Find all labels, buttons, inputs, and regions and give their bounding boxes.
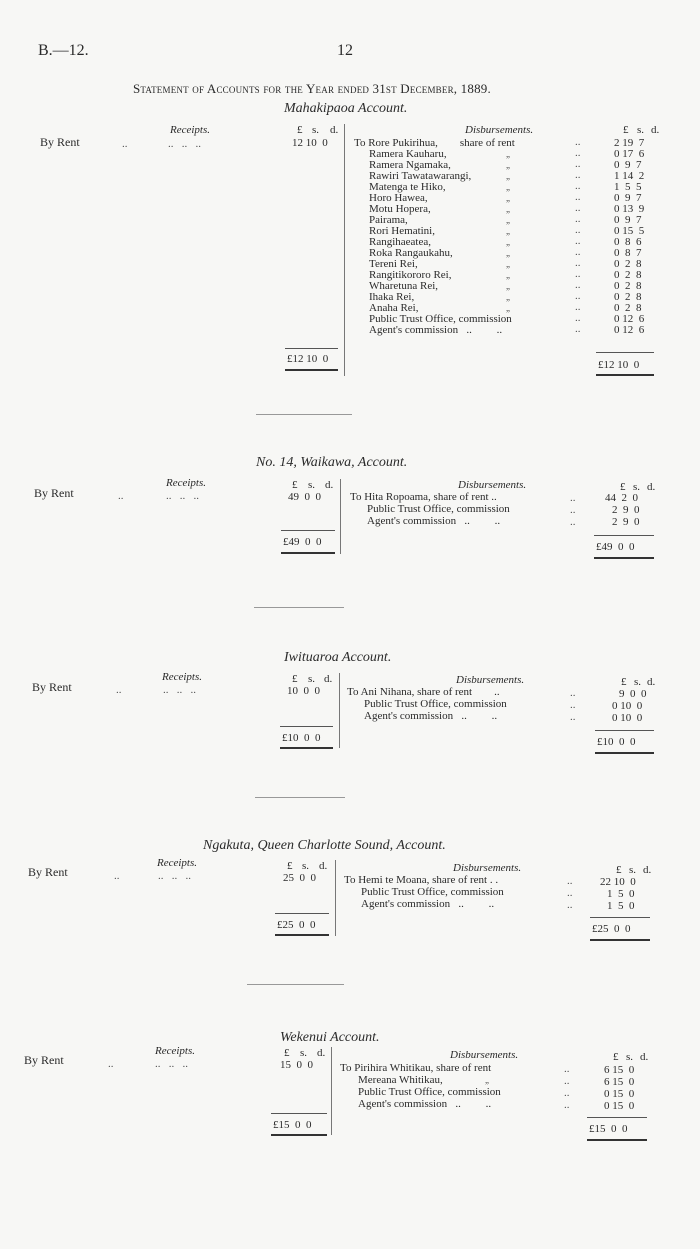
disbursement-line: Rori Hematini, [369, 225, 435, 237]
pounds-col-header: £ [616, 864, 622, 876]
disbursement-line: To Rore Pukirihua, share of rent [354, 137, 515, 149]
pence-col-header: d. [325, 479, 334, 491]
section-separator [254, 607, 344, 608]
by-rent-label: By Rent [28, 865, 68, 879]
disbursement-line: Roka Rangaukahu, [369, 247, 453, 259]
ditto-mark: „ [506, 182, 510, 192]
disbursement-line: Pairama, [369, 214, 408, 226]
total-rule [281, 530, 335, 531]
disbursement-amount: 0 15 0 [604, 1100, 635, 1112]
report-reference: B.—12. [38, 42, 89, 59]
disbursement-amount: 44 2 0 [605, 492, 638, 504]
receipts-total: £25 0 0 [277, 919, 316, 931]
total-double-rule [281, 552, 335, 554]
shillings-col-header: s. [300, 1047, 308, 1059]
pence-col-header: d. [319, 860, 328, 872]
total-double-rule [587, 1139, 647, 1141]
ditto-mark: „ [506, 149, 510, 159]
receipt-amount: 10 0 0 [287, 685, 320, 697]
total-rule [271, 1113, 327, 1114]
pence-col-header: d. [643, 864, 652, 876]
total-rule [587, 1117, 647, 1118]
shillings-col-header: s. [637, 124, 645, 136]
ditto-mark: „ [506, 303, 510, 313]
receipt-amount: 25 0 0 [283, 872, 316, 884]
leader-dots: .. [116, 684, 122, 696]
disbursements-heading: Disbursements. [450, 1049, 519, 1061]
disbursement-amount: 6 15 0 [604, 1076, 635, 1088]
disbursement-line: Matenga te Hiko, [369, 181, 446, 193]
ditto-mark: „ [506, 171, 510, 181]
disbursement-line: Agent's commission .. .. [361, 898, 495, 910]
receipts-heading: Receipts. [155, 1045, 196, 1057]
disbursement-line: Public Trust Office, commission [364, 698, 507, 710]
page-number: 12 [337, 42, 353, 59]
shillings-col-header: s. [312, 124, 320, 136]
disbursement-amount: 9 0 0 [619, 688, 647, 700]
pounds-col-header: £ [620, 481, 626, 493]
total-double-rule [594, 557, 654, 559]
disbursement-amount: 0 9 7 [614, 192, 642, 204]
column-divider [335, 860, 336, 936]
leader-dots: .. [118, 490, 124, 502]
disbursement-amount: 1 14 2 [614, 170, 645, 182]
disbursement-line: Ihaka Rei, [369, 291, 415, 303]
receipts-heading: Receipts. [170, 124, 211, 136]
disbursement-amount: 22 10 0 [600, 876, 636, 888]
total-rule [596, 352, 654, 353]
ditto-mark: „ [506, 204, 510, 214]
pence-col-header: d. [317, 1047, 326, 1059]
disbursement-amount: 1 5 5 [614, 181, 642, 193]
disbursement-amount: 0 2 8 [614, 302, 642, 314]
disbursement-line: Anaha Rei, [369, 302, 419, 314]
disbursement-line: To Ani Nihana, share of rent .. [347, 686, 500, 698]
receipts-total: £15 0 0 [273, 1119, 312, 1131]
total-rule [590, 917, 650, 918]
pence-col-header: d. [647, 481, 656, 493]
receipt-amount: 12 10 0 [292, 137, 328, 149]
leader-dots: .. .. .. [155, 1058, 188, 1070]
total-rule [275, 913, 329, 914]
by-rent-label: By Rent [34, 486, 74, 500]
leader-dots-column: .. .. .. [570, 492, 576, 528]
disbursement-amount: 0 10 0 [612, 700, 643, 712]
receipt-amount: 15 0 0 [280, 1059, 313, 1071]
disbursement-line: Rawiri Tawatawarangi, [369, 170, 472, 182]
receipts-heading: Receipts. [162, 671, 203, 683]
disbursement-amount: 0 12 6 [614, 324, 645, 336]
disbursement-line: Public Trust Office, commission [369, 313, 512, 325]
disbursement-line: Ramera Ngamaka, [369, 159, 451, 171]
disbursements-total: £12 10 0 [598, 359, 640, 371]
leader-dots: .. .. .. [158, 870, 191, 882]
by-rent-label: By Rent [40, 135, 80, 149]
account-title: Ngakuta, Queen Charlotte Sound, Account. [203, 838, 446, 853]
disbursements-total: £49 0 0 [596, 541, 635, 553]
ditto-mark: „ [506, 292, 510, 302]
disbursements-heading: Disbursements. [458, 479, 527, 491]
by-rent-label: By Rent [32, 680, 72, 694]
disbursements-total: £10 0 0 [597, 736, 636, 748]
disbursement-amount: 2 9 0 [612, 516, 640, 528]
pounds-col-header: £ [613, 1051, 619, 1063]
receipts-heading: Receipts. [157, 857, 198, 869]
by-rent-label: By Rent [24, 1053, 64, 1067]
disbursement-amount: 1 5 0 [607, 900, 635, 912]
pence-col-header: d. [640, 1051, 649, 1063]
section-separator [255, 797, 345, 798]
disbursement-line: Agent's commission .. .. [364, 710, 498, 722]
ditto-mark: „ [506, 248, 510, 258]
shillings-col-header: s. [302, 860, 310, 872]
account-title: Mahakipaoa Account. [284, 101, 408, 116]
leader-dots: .. .. .. [163, 684, 196, 696]
disbursement-line: To Hita Ropoama, share of rent .. [350, 491, 497, 503]
leader-dots-column: .. .. .. .. .. .. .. .. .. .. .. .. .. .. .. .. .. .. [575, 136, 581, 335]
pence-col-header: d. [324, 673, 333, 685]
total-double-rule [280, 747, 333, 749]
shillings-col-header: s. [629, 864, 637, 876]
receipts-heading: Receipts. [166, 477, 207, 489]
disbursement-line: Wharetuna Rei, [369, 280, 439, 292]
disbursement-amount: 2 9 0 [612, 504, 640, 516]
ditto-mark: „ [506, 193, 510, 203]
disbursement-amount: 0 10 0 [612, 712, 643, 724]
receipts-total: £49 0 0 [283, 536, 322, 548]
section-separator [256, 414, 352, 415]
receipt-amount: 49 0 0 [288, 491, 321, 503]
total-rule [595, 730, 654, 731]
disbursement-line: Agent's commission .. .. [358, 1098, 492, 1110]
total-double-rule [271, 1134, 327, 1136]
pounds-col-header: £ [297, 124, 303, 136]
pounds-col-header: £ [621, 676, 627, 688]
receipts-total: £12 10 0 [287, 353, 329, 365]
leader-dots: .. [108, 1058, 114, 1070]
disbursement-amount: 0 9 7 [614, 214, 642, 226]
column-divider [331, 1047, 332, 1135]
account-title: No. 14, Waikawa, Account. [256, 455, 408, 470]
statement-title: Statement of Accounts for the Year ended 31st December, 1889. [133, 81, 491, 96]
disbursement-amount: 0 2 8 [614, 291, 642, 303]
disbursement-amount: 0 8 7 [614, 247, 642, 259]
pounds-col-header: £ [623, 124, 629, 136]
shillings-col-header: s. [308, 479, 316, 491]
leader-dots: .. [114, 870, 120, 882]
disbursement-line: Rangitikororo Rei, [369, 269, 452, 281]
column-divider [340, 479, 341, 554]
disbursement-amount: 1 5 0 [607, 888, 635, 900]
column-divider [344, 124, 345, 376]
account-title: Iwituaroa Account. [284, 650, 392, 665]
pence-col-header: d. [647, 676, 656, 688]
ditto-mark: „ [485, 1075, 489, 1085]
disbursements-heading: Disbursements. [456, 674, 525, 686]
disbursement-line: Mereana Whitikau, [358, 1074, 443, 1086]
account-title: Wekenui Account. [280, 1030, 380, 1045]
disbursement-line: Rangihaeatea, [369, 236, 431, 248]
ditto-mark: „ [506, 281, 510, 291]
disbursement-line: Public Trust Office, commission [361, 886, 504, 898]
ditto-mark: „ [506, 215, 510, 225]
disbursement-amount: 6 15 0 [604, 1064, 635, 1076]
disbursement-line: Agent's commission .. .. [367, 515, 501, 527]
pounds-col-header: £ [292, 479, 298, 491]
shillings-col-header: s. [626, 1051, 634, 1063]
disbursement-line: Agent's commission .. .. [369, 324, 503, 336]
total-double-rule [275, 934, 329, 936]
disbursement-amount: 0 15 0 [604, 1088, 635, 1100]
disbursement-amount: 2 19 7 [614, 137, 645, 149]
leader-dots-column: .. .. .. [567, 875, 573, 911]
pounds-col-header: £ [292, 673, 298, 685]
ditto-mark: „ [506, 226, 510, 236]
disbursement-amount: 0 13 9 [614, 203, 645, 215]
disbursement-line: To Pirihira Whitikau, share of rent [340, 1062, 492, 1074]
shillings-col-header: s. [633, 481, 641, 493]
ditto-mark: „ [506, 160, 510, 170]
disbursement-amount: 0 2 8 [614, 258, 642, 270]
total-rule [594, 535, 654, 536]
disbursement-amount: 0 15 5 [614, 225, 645, 237]
disbursement-line: Public Trust Office, commission [367, 503, 510, 515]
total-double-rule [596, 374, 654, 376]
disbursement-amount: 0 9 7 [614, 159, 642, 171]
pence-col-header: d. [651, 124, 660, 136]
total-double-rule [590, 939, 650, 941]
leader-dots: .. [122, 138, 128, 150]
total-rule [285, 348, 338, 349]
total-double-rule [285, 369, 338, 371]
section-separator [247, 984, 344, 985]
disbursement-line: Horo Hawea, [369, 192, 428, 204]
pence-col-header: d. [330, 124, 339, 136]
ditto-mark: „ [506, 237, 510, 247]
leader-dots-column: .. .. .. .. [564, 1063, 570, 1111]
disbursement-amount: 0 8 6 [614, 236, 642, 248]
total-rule [280, 726, 333, 727]
disbursement-line: Motu Hopera, [369, 203, 431, 215]
disbursements-heading: Disbursements. [453, 862, 522, 874]
receipts-total: £10 0 0 [282, 732, 321, 744]
column-divider [339, 673, 340, 748]
disbursement-line: Ramera Kauharu, [369, 148, 447, 160]
disbursement-amount: 0 2 8 [614, 269, 642, 281]
ditto-mark: „ [506, 270, 510, 280]
disbursement-amount: 0 2 8 [614, 280, 642, 292]
pounds-col-header: £ [287, 860, 293, 872]
disbursement-line: Tereni Rei, [369, 258, 418, 270]
disbursements-heading: Disbursements. [465, 124, 534, 136]
total-double-rule [595, 752, 654, 754]
disbursement-line: Public Trust Office, commission [358, 1086, 501, 1098]
disbursement-line: To Hemi te Moana, share of rent . . [344, 874, 499, 886]
leader-dots: .. .. .. [166, 490, 199, 502]
disbursement-amount: 0 12 6 [614, 313, 645, 325]
shillings-col-header: s. [308, 673, 316, 685]
pounds-col-header: £ [284, 1047, 290, 1059]
disbursements-total: £15 0 0 [589, 1123, 628, 1135]
disbursement-amount: 0 17 6 [614, 148, 645, 160]
leader-dots-column: .. .. .. [570, 687, 576, 723]
shillings-col-header: s. [634, 676, 642, 688]
disbursements-total: £25 0 0 [592, 923, 631, 935]
leader-dots: .. .. .. [168, 138, 201, 150]
ditto-mark: „ [506, 259, 510, 269]
